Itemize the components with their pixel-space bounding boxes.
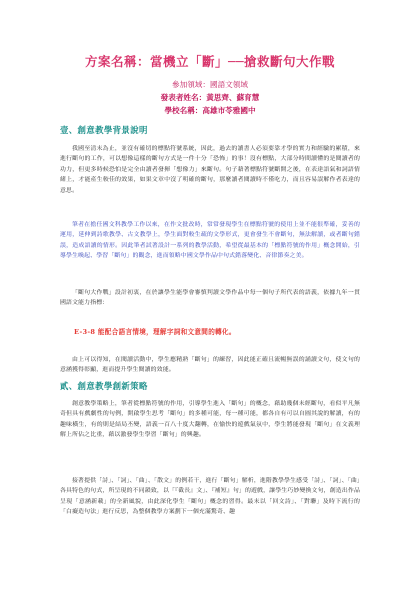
paragraph-strategy-2: 接著提供「詩」、「詞」、「曲」、「散文」的例若干，進行「斷句」解析，進階教學學生感受「詩」、「詞」、「曲」各具特色的句式，所呈現的不同韻致，以「『截長』文」、『補短』句」的遊戲，讓學生巧妙變換文句，創造出作品呈現「意涵新載」的全新風貌，由此深化學生「斷句」概念的習得。最末以「回文詩」、「對聯」及時下流行的「白癡造句法」進行反思，為整個教學方案劃下一個充滿驚奇、趣 (60, 478, 360, 516)
section-heading-background: 壹、創意教學背景說明 (60, 125, 148, 135)
paragraph-background-1: 我國至清末為止，並沒有確切的標點符號系統，因此，過去的讀書人必須要靠才學的實力和經驗的累積，來進行斷句的工作，可以想像這樣的斷句方式是一件十分「恐怖」的事！沒有標點，大部分時間讀懂的是閱讀者的功力，但更多時候恐怕是完全由讀者發揮「想像力」來斷句。句子藉著標點符號斷開之後，在表達語氣和詞語情緒上，才能產生較佳的效果，如果文章中沒了明確的斷句，那麼讀者閱讀時不僅吃力，而且容易誤解作者表達的意思。 (60, 146, 360, 194)
paragraph-background-2: 筆者在擔任國文科教學工作以來，在作文批改時，常常發現學生在標點符號的使用上並不能很準確，妥善的運用，延伸到詩歌教學、古文教學上，學生面對較生疏的文學形式，更會發生不會斷句，無法解讀，或者斷句錯誤，造成語讀的情形。因此筆者試著設計一系列的教學活動，希望從最基本的「標點符號的作用」概念開始，引導學生喚起、學習「斷句」的觀念，進而領略中國文學作品中句式錯落變化、音律節奏之美。 (60, 222, 360, 260)
designer-line: 發表者姓名：黃思齊、蘇育慧 (160, 93, 260, 102)
school-line: 學校名稱：高雄市苓雅國中 (164, 106, 256, 115)
paragraph-background-closing: 由上可以得知，在閱讀活動中，學生應精熟「斷句」的練習，因此能正確且流暢無誤的誦讀文句，使文句的意涵獲得彰顯，進而提升學生閱讀的效能。 (60, 357, 360, 374)
paragraph-background-3: 「斷句大作戰」設計初衷，在於讓學生能學會審慎判讀文學作品中每一個句子所代表的語義，依據九年一貫國語文能力指標： (60, 290, 360, 307)
document-title: 方案名稱：當機立「斷」──搶救斷句大作戰 (84, 54, 336, 69)
domain-line: 參加領域：國語文領域 (172, 80, 248, 89)
paragraph-strategy-1: 創意教學策略上，筆者從標點符號的作用，引導學生進入「斷句」的概念，藉助幾個未經斷句，看似平凡無奇但具有戲劇性的句例，開啟學生思考「斷句」的多種可能，每一種可能，都各自有可以自圓其說的解讀，有的趣味橫生，有的則是結局丕變，語義一百八十度大翻轉，在愉快的遊戲氣氛中，學生將能發現「斷句」在文義理解上所佔之比重，藉以激發學生學習「斷句」的興趣。 (60, 401, 360, 439)
competency-standard: E-3-8 能配合語言情境，理解字詞和文意間的轉化。 (74, 328, 236, 336)
section-heading-strategy: 貳、創意教學創新策略 (60, 381, 148, 391)
